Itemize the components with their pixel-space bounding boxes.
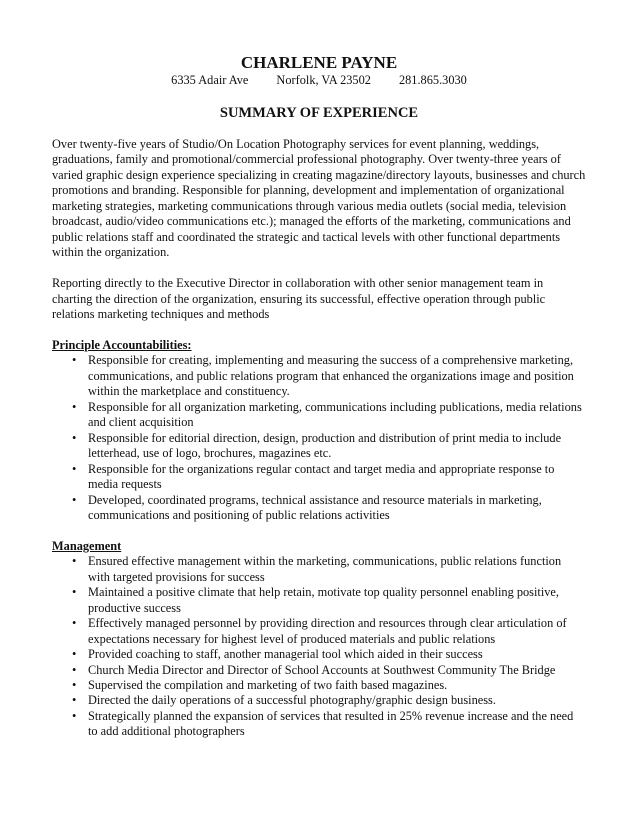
address: 6335 Adair Ave [171, 73, 249, 87]
bullet-icon: • [72, 353, 77, 368]
list-item: • Maintained a positive climate that help retain, motivate top quality personnel enabling positive, productive success [72, 585, 559, 615]
bullet-icon: • [72, 662, 77, 677]
list-item: • Responsible for all organization marketing, communications including publications, media relations and client acquisition [72, 399, 582, 430]
bullet-icon: • [72, 461, 77, 476]
list-item: • Responsible for the organizations regular contact and target media and appropriate response to media requests [72, 461, 555, 492]
list-item: • Ensured effective management within the marketing, communications, public relations function with targeted provisions for success [72, 554, 562, 584]
list-item: • Responsible for creating, implementing and measuring the success of a comprehensive marketing, communications, and public relations program that enhanced the organizations image and position within the marketplace and constituency. [72, 353, 574, 399]
bullet-icon: • [72, 399, 77, 414]
bullet-icon: • [72, 647, 77, 662]
contact-line [52, 73, 586, 88]
management-heading: Management [52, 538, 122, 553]
list-item: • Responsible for editorial direction, design, production and distribution of print media to include letterhead, use of logo, brochures, magazines etc. [72, 430, 562, 461]
bullet-icon: • [72, 708, 77, 723]
management-list [52, 554, 586, 739]
list-item: • Provided coaching to staff, another managerial tool which aided in their success [72, 647, 483, 662]
list-item: • Effectively managed personnel by providing direction and resources through clear articulation of expectations necessary for highest level of produced materials and public relations [72, 616, 567, 646]
resume-page [52, 53, 586, 740]
summary-paragraph-2: Reporting directly to the Executive Director in collaboration with other senior management team in charting the direction of the organization, ensuring its successful, effective operation through public relations marketing techniques and methods [52, 276, 546, 322]
candidate-name: CHARLENE PAYNE [240, 53, 398, 72]
bullet-icon: • [72, 492, 77, 507]
city-state-zip: Norfolk, VA 23502 [276, 73, 371, 87]
bullet-icon: • [72, 693, 77, 708]
list-item: • Developed, coordinated programs, technical assistance and resource materials in marketing, communications and positioning of public relations activities [72, 492, 542, 522]
bullet-icon: • [72, 616, 77, 631]
list-item: • Church Media Director and Director of School Accounts at Southwest Community The Bridge [72, 662, 556, 677]
bullet-icon: • [72, 554, 77, 569]
summary-paragraph-1: Over twenty-five years of Studio/On Location Photography services for event planning, weddings, graduations, family and promotional/commercial professional photography. Over twenty-three years of varied graphic design experience specializing in creating magazine/directory layouts, businesses and church promotions and branding. Responsible for planning, development and implementation of organizational marketing strategies, marketing communications through various media outlets (social media, television broadcast, audio/video communications etc.); managed the efforts of the marketing, communications and public relations staff and coordinated the strategic and tactical levels with other functional departments within the organization. [52, 137, 586, 260]
accountabilities-list [52, 353, 586, 523]
list-item: • Strategically planned the expansion of services that resulted in 25% revenue increase and the need to add additional photographers [72, 708, 574, 739]
bullet-icon: • [72, 585, 77, 600]
bullet-icon: • [72, 430, 77, 445]
summary-title: SUMMARY OF EXPERIENCE [219, 105, 419, 121]
list-item: • Supervised the compilation and marketing of two faith based magazines. [72, 678, 448, 692]
list-item: • Directed the daily operations of a successful photography/graphic design business. [72, 693, 496, 708]
accountabilities-heading: Principle Accountabilities: [52, 337, 192, 352]
bullet-icon: • [72, 678, 77, 692]
phone-number: 281.865.3030 [398, 73, 467, 87]
